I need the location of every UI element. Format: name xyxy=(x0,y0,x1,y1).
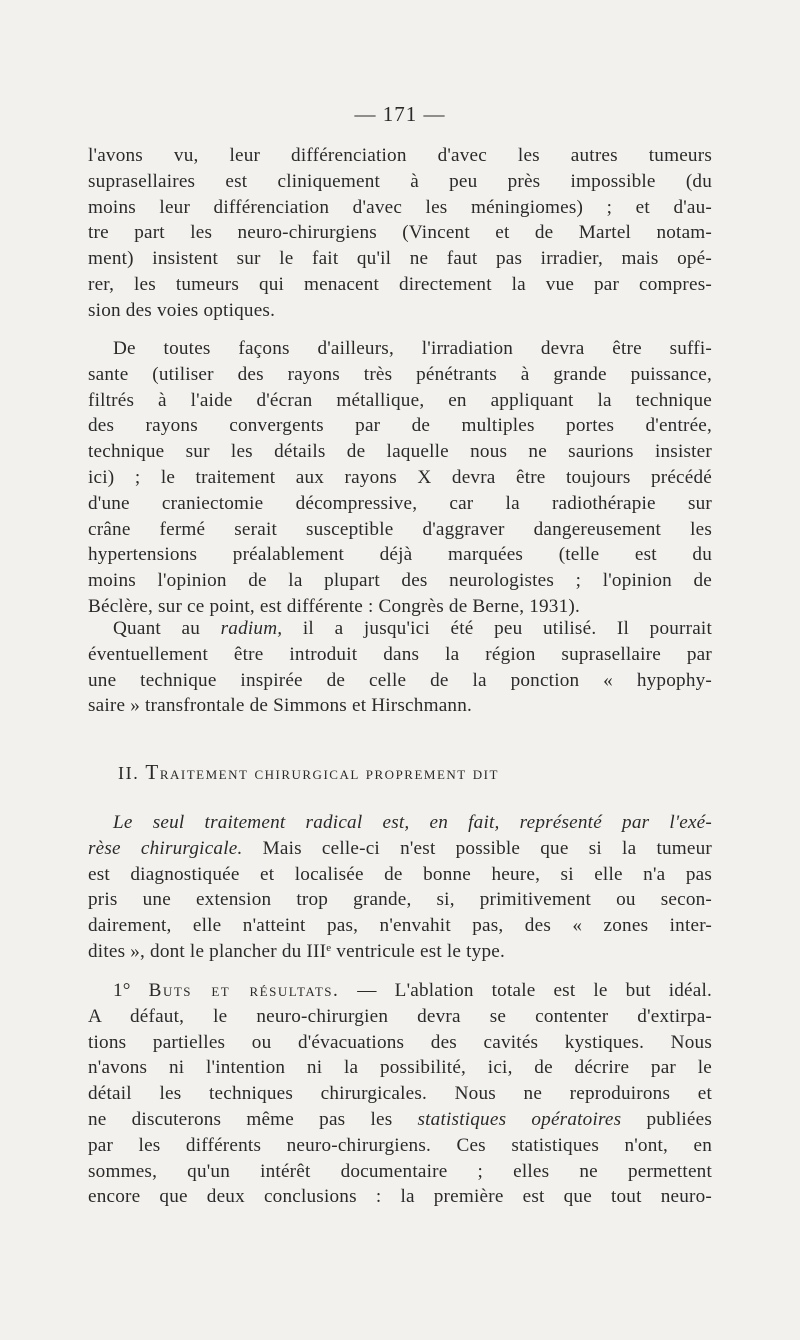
text-line: A défaut, le neuro-chirurgien devra se contenter d'extirpa- xyxy=(88,1005,712,1027)
paragraph-4 xyxy=(88,810,712,965)
text-segment: dites », dont le plancher du III xyxy=(88,940,327,962)
text-segment: Mais celle-ci n'est possible que si la tumeur xyxy=(242,837,712,859)
subsection-title: Buts et résultats. xyxy=(148,980,340,1001)
italic-term: radium, xyxy=(220,618,283,639)
text-line xyxy=(88,810,712,836)
text-line: éventuellement être introduit dans la région suprasellaire par xyxy=(88,643,712,665)
text-line: sommes, qu'un intérêt documentaire ; elles ne permettent xyxy=(88,1160,712,1182)
text-line xyxy=(88,616,712,642)
text-line: moins leur différenciation d'avec les méningiomes) ; et d'au- xyxy=(88,196,712,218)
text-line: détail les techniques chirurgicales. Nous ne reproduirons et xyxy=(88,1083,712,1105)
text-line: n'avons ni l'intention ni la possibilité, ici, de décrire par le xyxy=(88,1057,712,1079)
italic-phrase: rèse chirurgicale. xyxy=(88,837,243,859)
text-line: sion des voies optiques. xyxy=(88,299,276,321)
text-segment: ne discuterons même pas les xyxy=(88,1108,418,1130)
heading-initial: T xyxy=(145,760,160,784)
text-line: suprasellaires est cliniquement à peu près impossible (du xyxy=(88,170,712,192)
text-segment: Quant au xyxy=(113,618,221,639)
paragraph-1 xyxy=(88,143,712,324)
text-line: filtrés à l'aide d'écran métallique, en appliquant la technique xyxy=(88,389,712,411)
text-line: est diagnostiquée et localisée de bonne heure, si elle n'a pas xyxy=(88,863,712,885)
text-line: d'une craniectomie décompressive, car la radiothérapie sur xyxy=(88,492,712,514)
superscript: e xyxy=(326,941,332,954)
heading-text: raitement chirurgical proprement dit xyxy=(159,763,499,783)
text-line: pris une extension trop grande, si, primitivement ou secon- xyxy=(88,889,712,911)
text-line: De toutes façons d'ailleurs, l'irradiation devra être suffi- xyxy=(113,338,712,359)
paragraph-5 xyxy=(88,978,712,1210)
paragraph-3 xyxy=(88,616,712,719)
italic-phrase: statistiques opératoires xyxy=(417,1108,622,1130)
text-line: rer, les tumeurs qui menacent directement la vue par compres- xyxy=(88,273,712,295)
text-line: technique sur les détails de laquelle nous ne saurions insister xyxy=(88,441,712,463)
text-line: sante (utiliser des rayons très pénétrants à grande puissance, xyxy=(88,363,712,385)
text-line: dairement, elle n'atteint pas, n'envahit pas, des « zones inter- xyxy=(88,915,712,937)
text-segment: il a jusqu'ici été peu utilisé. Il pourrait xyxy=(282,618,712,639)
text-line: par les différents neuro-chirurgiens. Ces statistiques n'ont, en xyxy=(88,1134,712,1156)
text-line: tions partielles ou d'évacuations des cavités kystiques. Nous xyxy=(88,1031,712,1053)
text-line: moins l'opinion de la plupart des neurologistes ; l'opinion de xyxy=(88,570,712,592)
text-line: ment) insistent sur le fait qu'il ne faut pas irradier, mais opé- xyxy=(88,248,712,270)
text-line: ici) ; le traitement aux rayons X devra être toujours précédé xyxy=(88,466,712,488)
item-number: 1° xyxy=(113,980,131,1001)
text-line xyxy=(88,836,712,862)
section-heading xyxy=(118,760,499,785)
text-line: l'avons vu, leur différenciation d'avec les autres tumeurs xyxy=(88,145,712,166)
text-line xyxy=(88,1107,712,1133)
text-line: des rayons convergents par de multiples portes d'entrée, xyxy=(88,415,712,437)
text-line: crâne fermé serait susceptible d'aggraver dangereusement les xyxy=(88,518,712,540)
italic-phrase: Le seul traitement radical est, en fait, représenté par l'exé- xyxy=(113,812,712,833)
text-line: tre part les neuro-chirurgiens (Vincent et de Martel notam- xyxy=(88,222,712,244)
text-segment: — L'ablation totale est le but idéal. xyxy=(339,980,712,1001)
page-number: — 171 — xyxy=(354,102,446,126)
section-numeral: II. xyxy=(118,763,140,783)
paragraph-2 xyxy=(88,336,712,620)
text-line xyxy=(88,939,712,965)
text-line: une technique inspirée de celle de la ponction « hypophy- xyxy=(88,669,712,691)
text-segment: publiées xyxy=(621,1108,712,1130)
text-line xyxy=(88,978,712,1004)
text-segment: ventricule est le type. xyxy=(331,940,505,962)
text-line: hypertensions préalablement déjà marquées (telle est du xyxy=(88,544,712,566)
text-line: Béclère, sur ce point, est différente : Congrès de Berne, 1931). xyxy=(88,595,580,617)
text-line: saire » transfrontale de Simmons et Hirschmann. xyxy=(88,695,472,717)
text-line: encore que deux conclusions : la première est que tout neuro- xyxy=(88,1186,712,1208)
